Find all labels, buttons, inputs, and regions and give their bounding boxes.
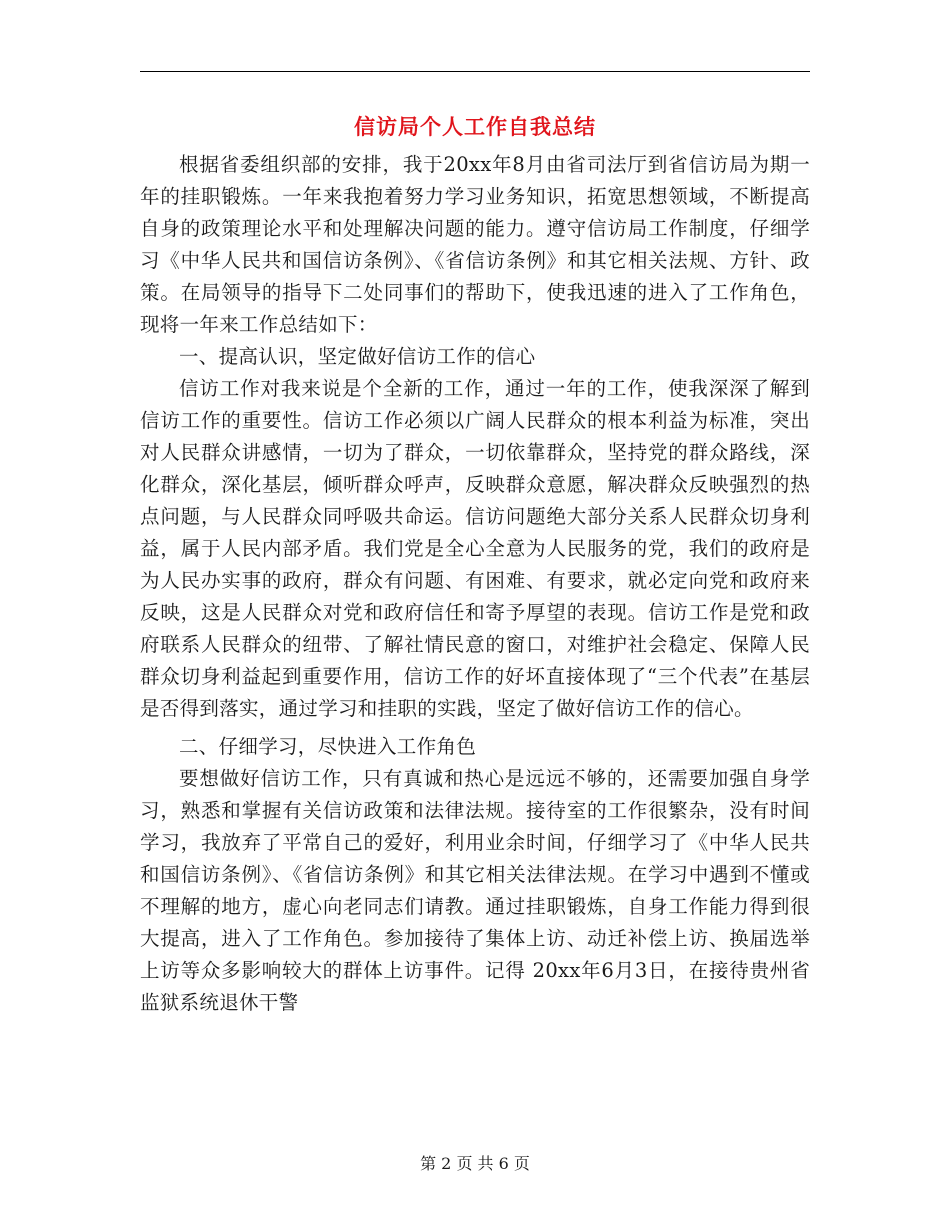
paragraph-section-1: 信访工作对我来说是个全新的工作，通过一年的工作，使我深深了解到信访工作的重要性。信访工作必须以广阔人民群众的根本利益为标准，突出对人民群众讲感情，一切为了群众，一切依靠群众，坚持党的群众路线，深化群众，深化基层，倾听群众呼声，反映群众意愿，解决群众反映强烈的热点问题，与人民群众同呼吸共命运。信访问题绝大部分关系人民群众切身利益，属于人民内部矛盾。我们党是全心全意为人民服务的党，我们的政府是为人民办实事的政府，群众有问题、有困难、有要求，就必定向党和政府来反映，这是人民群众对党和政府信任和寄予厚望的表现。信访工作是党和政府联系人民群众的纽带、了解社情民意的窗口，对维护社会稳定、保障人民群众切身利益起到重要作用，信访工作的好坏直接体现了“三个代表”在基层是否得到落实，通过学习和挂职的实践，坚定了做好信访工作的信心。 [140,377,810,720]
paragraph-section-2: 要想做好信访工作，只有真诚和热心是远远不够的，还需要加强自身学习，熟悉和掌握有关信访政策和法律法规。接待室的工作很繁杂，没有时间学习，我放弃了平常自己的爱好，利用业余时间，仔细学习了《中华人民共和国信访条例》、《省信访条例》和其它相关法律法规。在学习中遇到不懂或不理解的地方，虚心向老同志们请教。通过挂职锻炼，自身工作能力得到很大提高，进入了工作角色。参加接待了集体上访、动迁补偿上访、换届选举上访等众多影响较大的群体上访事件。记得 20xx年6月3日，在接待贵州省监狱系统退休干警 [140,767,810,1014]
section-heading-1: 一、提高认识，坚定做好信访工作的信心 [179,345,536,368]
header-rule [140,71,810,72]
document-body [140,149,810,1019]
page-number-footer: 第 2 页 共 6 页 [420,1154,530,1173]
paragraph-intro: 根据省委组织部的安排，我于20xx年8月由省司法厅到省信访局为期一年的挂职锻炼。一年来我抱着努力学习业务知识，拓宽思想领域，不断提高自身的政策理论水平和处理解决问题的能力。遵守信访局工作制度，仔细学习《中华人民共和国信访条例》、《省信访条例》和其它相关法规、方针、政策。在局领导的指导下二处同事们的帮助下，使我迅速的进入了工作角色，现将一年来工作总结如下： [140,153,810,336]
document-title: 信访局个人工作自我总结 [354,115,596,139]
section-heading-2: 二、仔细学习，尽快进入工作角色 [179,735,477,758]
